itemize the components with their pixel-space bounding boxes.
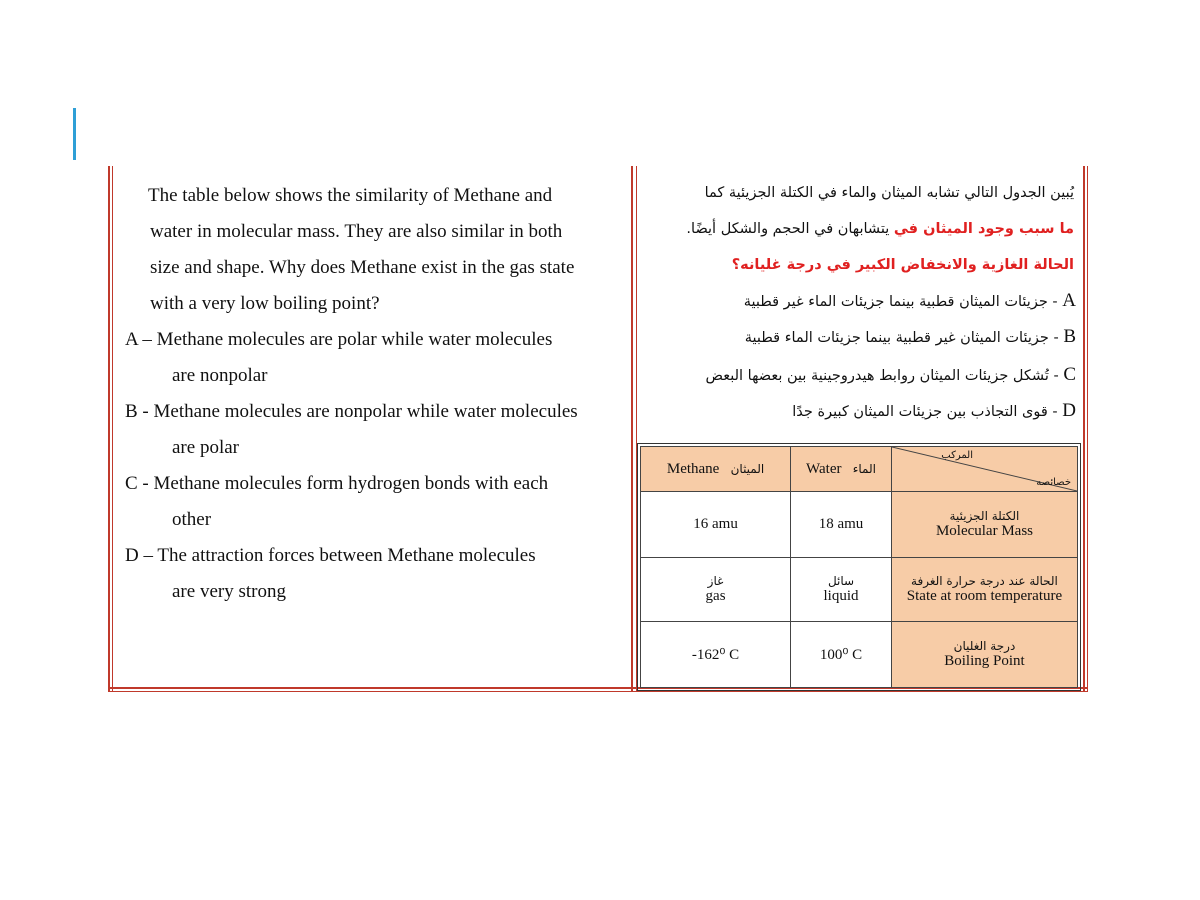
arabic-question-emphasis: الحالة الغازية والانخفاض الكبير في درجة غليانه؟ [731,257,1074,273]
arabic-option-text: جزيئات الميثان قطبية بينما جزيئات الماء غير قطبية [743,294,1048,310]
property-label [891,558,1077,622]
arabic-question-emphasis: ما سبب وجود الميثان في [893,221,1074,237]
water-value [791,622,892,688]
methane-state: gas [705,588,726,604]
option-a: A – Methane molecules are polar while water molecules [125,329,553,350]
comparison-table [640,446,1078,688]
option-label: C [1063,364,1076,385]
frame-border [1083,166,1085,692]
header-methane-en: Methane [666,460,720,477]
table-row [641,558,1078,622]
option-d-cont: are very strong [172,581,286,602]
question-line: water in molecular mass. They are also similar in both [150,221,563,242]
header-methane-ar: الميثان [730,461,765,476]
frame-border [1087,166,1088,692]
option-d: D – The attraction forces between Methane molecules [125,545,536,566]
header-diagonal-cell [891,447,1077,492]
property-label [891,622,1077,688]
arabic-question-text: يتشابهان في الحجم والشكل أيضًا. [686,221,890,237]
table-row [641,492,1078,558]
header-water-en: Water [806,460,842,477]
header-water-ar: الماء [852,461,876,476]
arabic-option-b: B - جزيئات الميثان غير قطبية بينما جزيئات الماء قطبية [744,326,1076,347]
option-c-cont: other [172,509,212,530]
option-label: A [1062,290,1076,311]
property-en: Boiling Point [944,653,1025,669]
option-b-cont: are polar [172,437,239,458]
arabic-option-text: تُشكل جزيئات الميثان روابط هيدروجينية بين بعضها البعض [705,368,1049,384]
option-label: B [1063,326,1076,347]
property-en: State at room temperature [906,588,1063,604]
arabic-option-text: قوى التجاذب بين جزيئات الميثان كبيرة جدًا [792,404,1048,420]
methane-state-ar: غاز [707,574,724,588]
water-boiling-point: 100⁰ C [819,647,863,663]
header-compound-label: المركب [941,450,973,461]
question-line: size and shape. Why does Methane exist in the gas state [150,257,575,278]
water-value [791,492,892,558]
water-state-ar: سائل [827,574,855,588]
water-mass: 18 amu [818,516,864,532]
frame-divider [636,166,637,692]
frame-divider [631,166,633,692]
arabic-option-a: A - جزيئات الميثان قطبية بينما جزيئات الماء غير قطبية [743,290,1076,311]
frame-border [112,166,113,692]
arabic-question-line [634,218,1074,240]
frame-border [108,166,110,692]
arabic-option-text: جزيئات الميثان غير قطبية بينما جزيئات الماء قطبية [744,330,1049,346]
option-b: B - Methane molecules are nonpolar while water molecules [125,401,578,422]
methane-value [641,622,791,688]
water-state: liquid [823,588,859,604]
property-label [891,492,1077,558]
slide-accent-bar [73,108,76,160]
methane-value [641,558,791,622]
property-ar: الكتلة الجزيئية [949,509,1020,523]
question-line: with a very low boiling point? [150,293,380,314]
question-line: The table below shows the similarity of Methane and [148,185,553,206]
header-methane [641,447,791,492]
header-water [791,447,892,492]
option-c: C - Methane molecules form hydrogen bonds with each [125,473,549,494]
table-row [641,622,1078,688]
arabic-question-line: يُبين الجدول التالي تشابه الميثان والماء في الكتلة الجزيئية كما [704,185,1074,201]
property-ar: الحالة عند درجة حرارة الغرفة [911,574,1058,588]
property-en: Molecular Mass [935,523,1033,539]
methane-mass: 16 amu [693,516,738,532]
header-property-label: خصائصه [1036,477,1071,488]
property-ar: درجة الغليان [953,639,1016,653]
option-label: D [1062,400,1076,421]
arabic-option-c: C - تُشكل جزيئات الميثان روابط هيدروجينية بين بعضها البعض [705,364,1076,385]
option-a-cont: are nonpolar [172,365,268,386]
water-value [791,558,892,622]
arabic-option-d: D - قوى التجاذب بين جزيئات الميثان كبيرة جدًا [792,400,1076,421]
frame-border [108,691,1088,692]
methane-boiling-point: -162⁰ C [691,647,740,663]
methane-value [641,492,791,558]
